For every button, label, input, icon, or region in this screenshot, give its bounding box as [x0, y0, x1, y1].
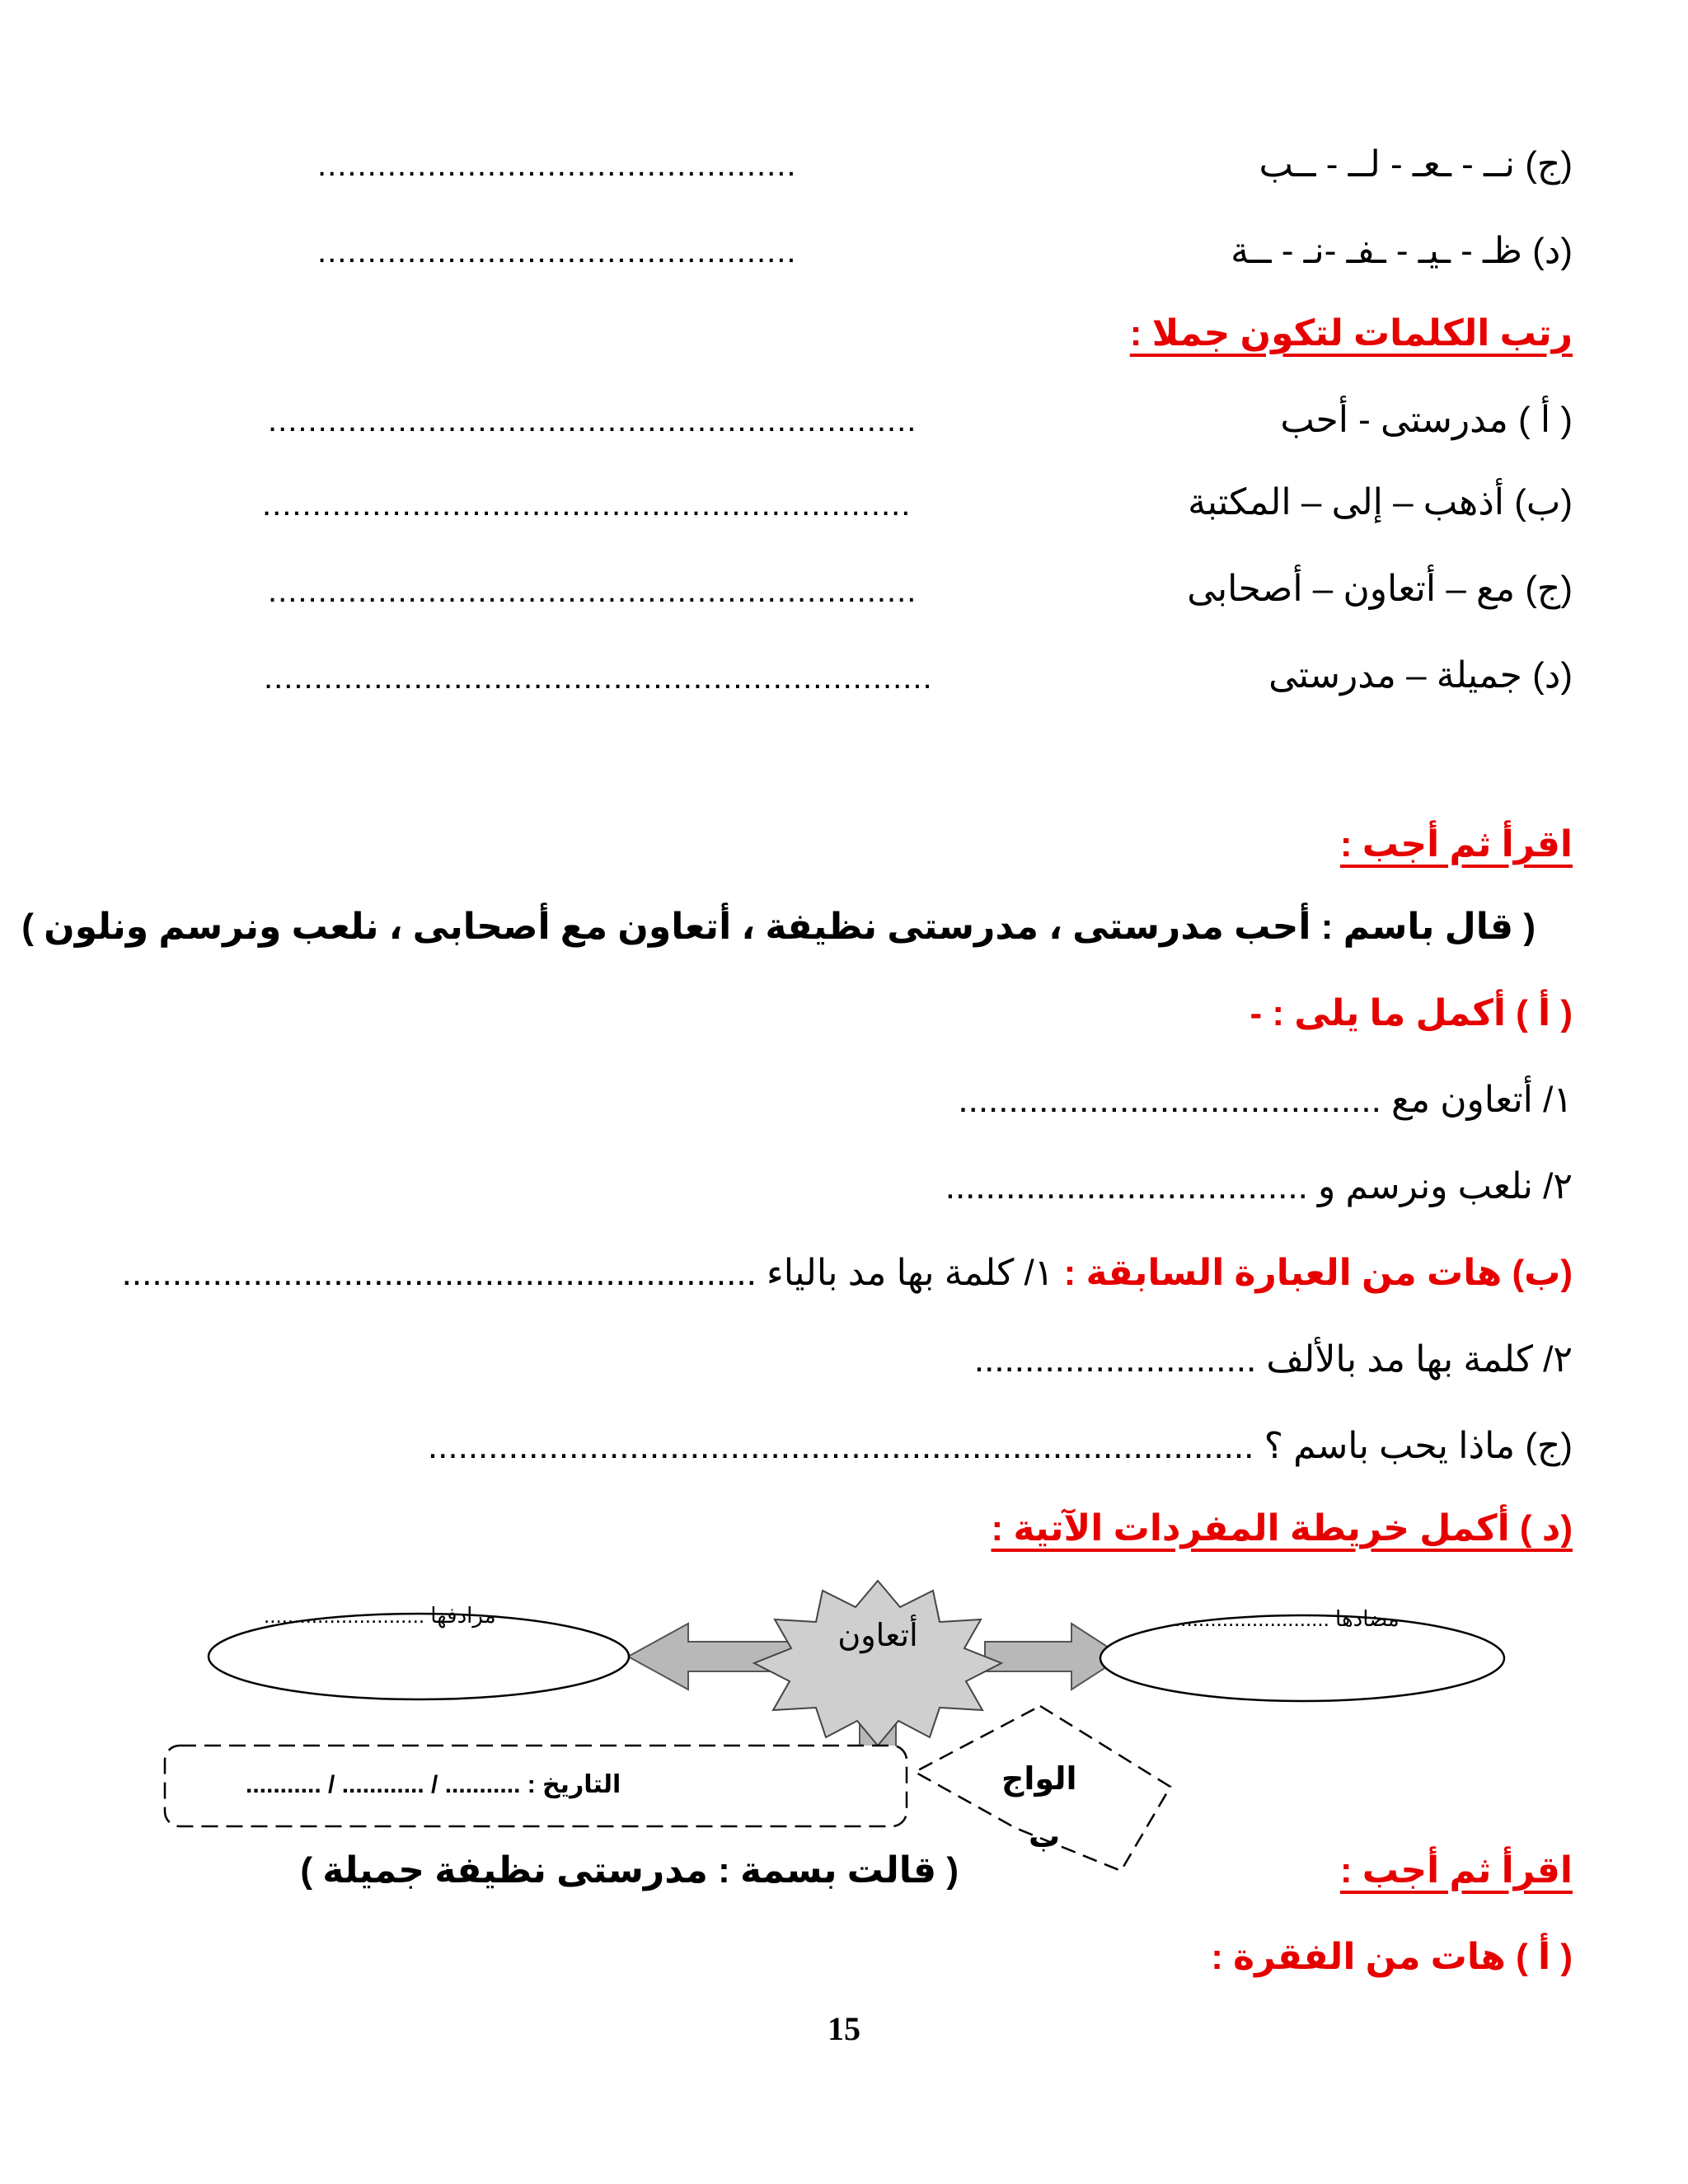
- part-b-q2[interactable]: ٢/ كلمة بها مد بالألف ............................: [973, 1339, 1573, 1380]
- passage-text: ( قال باسم : أحب مدرستى ، مدرستى نظيفة ، أتعاون مع أصحابى ، نلعب ونرسم ونلون ): [21, 907, 1536, 947]
- answer-dots[interactable]: ................................................: [317, 233, 797, 269]
- item-label: (د): [1532, 655, 1573, 696]
- letters-text: ظـ - ـيـ - ـفـ -نـ - ــة: [1231, 231, 1522, 271]
- part-a-q2[interactable]: ٢/ نلعب ونرسم و ....................................: [945, 1166, 1573, 1207]
- antonym-field[interactable]: مضادها ..........................: [1175, 1606, 1400, 1631]
- arrange-item-a: [1280, 396, 1573, 445]
- part-a-q1[interactable]: ١/ أتعاون مع ..........................................: [958, 1080, 1573, 1120]
- item-label: (د): [1532, 231, 1573, 271]
- arrange-item-b: [1188, 478, 1573, 527]
- words-text: مع – أتعاون – أصحابى: [1187, 569, 1516, 609]
- part-a-title: ( أ ) أكمل ما يلى : -: [1250, 993, 1573, 1033]
- part-c-line: [428, 1422, 1573, 1471]
- part-d-title: (د ) أكمل خريطة المفردات الآتية :: [991, 1508, 1573, 1549]
- starburst-shape: [754, 1581, 1001, 1746]
- item-label: (ب): [1514, 482, 1573, 523]
- homework-label-end: ب: [1029, 1820, 1061, 1854]
- homework-label: الواج: [1001, 1762, 1077, 1797]
- item-label: (ج): [1525, 144, 1573, 185]
- arrange-item-c: [1187, 565, 1573, 614]
- passage-text-2: ( قالت بسمة : مدرستى نظيفة جميلة ): [300, 1850, 959, 1891]
- page-number: 15: [828, 2010, 860, 2047]
- read-answer-heading: اقرأ ثم أجب :: [1339, 824, 1573, 865]
- answer-dots[interactable]: ................................................: [317, 147, 797, 183]
- date-field[interactable]: التاريخ : ........... / ............ / ...........: [246, 1771, 621, 1798]
- word-map-center: أتعاون: [837, 1619, 918, 1653]
- answer-dots[interactable]: ...................................................................: [264, 659, 933, 696]
- synonym-field[interactable]: مرادفها ...........................: [264, 1603, 496, 1628]
- part-b-title: (ب) هات من العبارة السابقة :: [1063, 1253, 1573, 1293]
- item-label: (ج): [1525, 569, 1573, 609]
- answer-dots[interactable]: .................................................................: [262, 486, 912, 523]
- word-map-diagram: [0, 1566, 1688, 1879]
- letters-text: نــ - ـعـ - لــ - ــب: [1259, 144, 1516, 185]
- part-a-title-2: ( أ ) هات من الفقرة :: [1211, 1937, 1573, 1977]
- words-text: أذهب – إلى – المكتبة: [1188, 482, 1505, 523]
- arrange-words-heading: رتب الكلمات لتكون جملا :: [1129, 313, 1573, 354]
- answer-dots[interactable]: ...............................................................: [121, 1253, 757, 1293]
- arrange-item-d: [1268, 651, 1573, 701]
- reorder-item-c: [1259, 140, 1573, 190]
- part-c-question: (ج) ماذا يحب باسم ؟: [1264, 1426, 1573, 1466]
- read-answer-heading-2: اقرأ ثم أجب :: [1339, 1850, 1573, 1891]
- answer-dots[interactable]: .................................................................: [268, 573, 917, 609]
- part-b-q1: ١/ كلمة بها مد بالياء: [767, 1253, 1054, 1293]
- words-text: جميلة – مدرستى: [1268, 655, 1522, 696]
- item-label: ( أ ): [1518, 400, 1573, 440]
- words-text: مدرستى - أحب: [1280, 400, 1508, 440]
- part-b-line: [122, 1249, 1573, 1298]
- answer-dots[interactable]: ..................................................................................: [427, 1426, 1254, 1466]
- reorder-item-d: [1231, 227, 1573, 276]
- answer-dots[interactable]: .................................................................: [268, 402, 917, 438]
